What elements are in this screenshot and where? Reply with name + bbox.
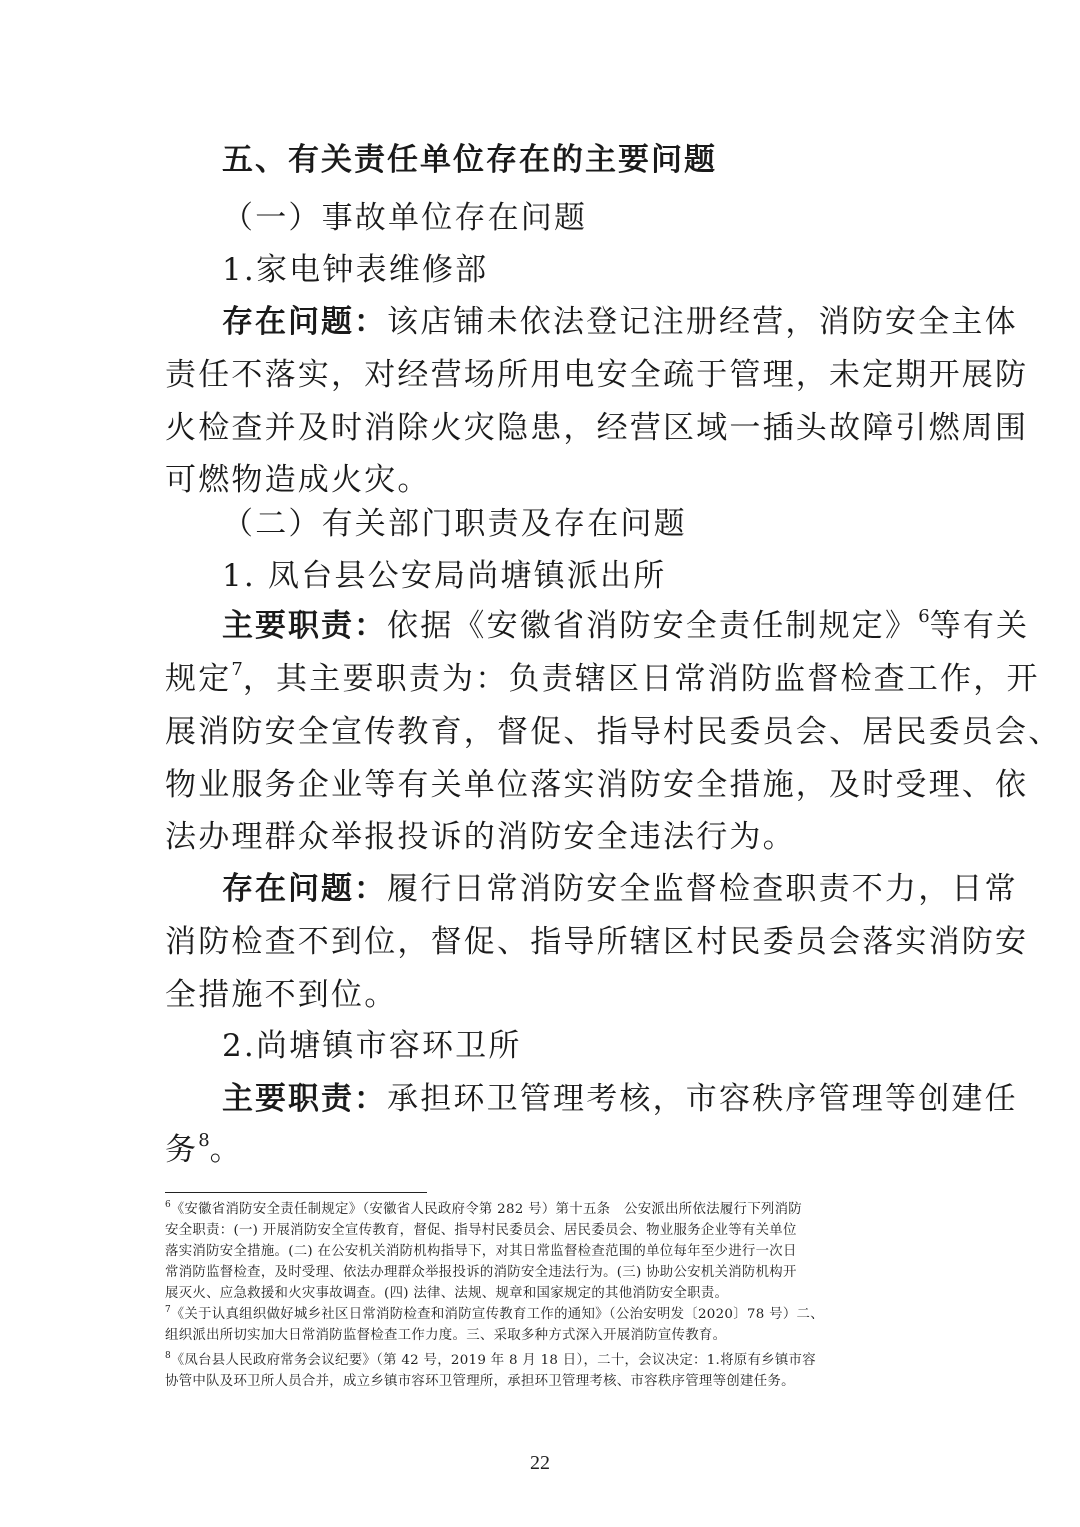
problem-label: 存在问题： (222, 871, 387, 907)
text-run: 该店铺未依法登记注册经营，消防安全主体 (387, 304, 1018, 340)
text-run: ，其主要职责为：负责辖区日常消防监督检查工作，开 (242, 661, 1040, 697)
paragraph-line (222, 1079, 1018, 1119)
text-run: 等有关 (929, 608, 1030, 644)
paragraph-line (165, 659, 1040, 699)
footnote-mark-6: 6 (165, 1200, 171, 1210)
paragraph-line (222, 606, 1029, 646)
section-heading: 五、有关责任单位存在的主要问题 (222, 142, 717, 178)
paragraph-line: 责任不落实，对经营场所用电安全疏于管理，未定期开展防 (165, 357, 1029, 393)
text-run: 《凤台县人民政府常务会议纪要》（第 42 号，2019 年 8 月 18 日），二十，会议决定：1.将原有乡镇市容 (170, 1353, 816, 1368)
footnote-6-line (165, 1200, 802, 1220)
paragraph-line: 展消防安全宣传教育，督促、指导村民委员会、居民委员会、 (165, 714, 1062, 750)
paragraph-line: 物业服务企业等有关单位落实消防安全措施，及时受理、依 (165, 767, 1029, 803)
text-run: 《关于认真组织做好城乡社区日常消防检查和消防宣传教育工作的通知》（公治安明发〔2020〕78 号）二、 (170, 1307, 824, 1322)
text-run: 务 (165, 1132, 199, 1168)
footnote-divider (165, 1192, 427, 1193)
paragraph-line: 火检查并及时消除火灾隐患，经营区域一插头故障引燃周围 (165, 410, 1029, 446)
footnote-mark-7: 7 (165, 1305, 171, 1315)
text-run: 。 (209, 1132, 243, 1168)
paragraph-line: 消防检查不到位，督促、指导所辖区村民委员会落实消防安 (165, 924, 1029, 960)
footnote-6-line: 落实消防安全措施。(二) 在公安机关消防机构指导下，对其日常监督检查范围的单位每年至少进行一次日 (165, 1244, 797, 1259)
paragraph-line: 法办理群众举报投诉的消防安全违法行为。 (165, 819, 796, 855)
footnote-6-line: 安全职责：(一) 开展消防安全宣传教育，督促、指导村民委员会、居民委员会、物业服务企业等有关单位 (165, 1223, 797, 1238)
footnote-6-line: 常消防监督检查，及时受理、依法办理群众举报投诉的消防安全违法行为。(三) 协助公安机关消防机构开 (165, 1265, 797, 1280)
paragraph-line: 可燃物造成火灾。 (165, 462, 431, 498)
text-run: 《安徽省消防安全责任制规定》（安徽省人民政府令第 282 号）第十五条 公安派出所依法履行下列消防 (170, 1202, 802, 1217)
footnote-ref-8[interactable]: 8 (198, 1130, 210, 1151)
subsection-heading-1: （一）事故单位存在问题 (222, 200, 588, 236)
footnote-mark-8: 8 (165, 1351, 171, 1361)
paragraph-line (165, 1130, 243, 1170)
item-title: 1.家电钟表维修部 (222, 252, 489, 288)
footnote-ref-7[interactable]: 7 (231, 659, 243, 680)
text-run: 规定 (165, 661, 232, 697)
footnote-ref-6[interactable]: 6 (918, 606, 930, 627)
page-number: 22 (530, 1452, 550, 1474)
problem-label: 存在问题： (222, 304, 387, 340)
footnote-8-line: 协管中队及环卫所人员合并，成立乡镇市容环卫管理所，承担环卫管理考核、市容秩序管理等创建任务。 (165, 1374, 795, 1389)
footnote-7-line: 组织派出所切实加大日常消防监督检查工作力度。三、采取多种方式深入开展消防宣传教育。 (165, 1328, 727, 1343)
text-run: 承担环卫管理考核，市容秩序管理等创建任 (387, 1081, 1018, 1117)
paragraph-line: 全措施不到位。 (165, 977, 398, 1013)
duty-label: 主要职责： (222, 1081, 387, 1117)
paragraph-line (222, 869, 1018, 909)
duty-label: 主要职责： (222, 608, 387, 644)
item-title: 2.尚塘镇市容环卫所 (222, 1028, 522, 1064)
footnote-7-line (165, 1305, 824, 1325)
footnote-8-line (165, 1351, 816, 1371)
footnote-6-line: 展灭火、应急救援和火灾事故调查。(四) 法律、法规、规章和国家规定的其他消防安全职责。 (165, 1286, 729, 1301)
subsection-heading-2: （二）有关部门职责及存在问题 (222, 506, 687, 542)
paragraph-line (222, 302, 1018, 342)
text-run: 履行日常消防安全监督检查职责不力，日常 (387, 871, 1018, 907)
text-run: 依据《安徽省消防安全责任制规定》 (387, 608, 919, 644)
item-title: 1. 凤台县公安局尚塘镇派出所 (222, 558, 667, 594)
